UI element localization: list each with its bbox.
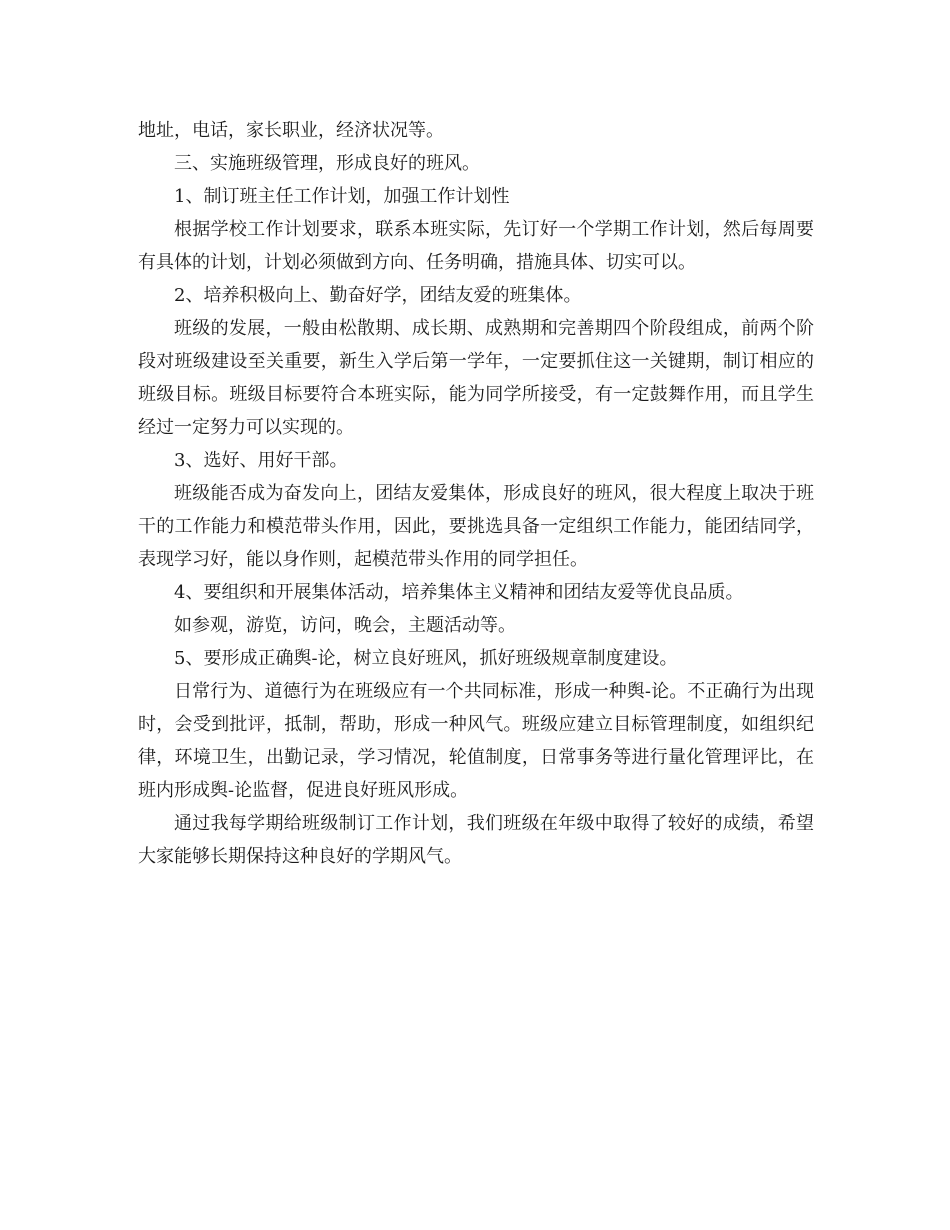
- subheading-4: 4、要组织和开展集体活动，培养集体主义精神和团结友爱等优良品质。: [174, 582, 744, 603]
- subheading-2: 2、培养积极向上、勤奋好学，团结友爱的班集体。: [174, 285, 582, 306]
- paragraph-conclusion: 通过我每学期给班级制订工作计划，我们班级在年级中取得了较好的成绩，希望大家能够长期保持这种良好的学期风气。: [138, 813, 814, 867]
- subheading-5: 5、要形成正确舆-论，树立良好班风，抓好班级规章制度建设。: [174, 648, 678, 669]
- document-body: [138, 114, 814, 873]
- paragraph-class-development: 班级的发展，一般由松散期、成长期、成熟期和完善期四个阶段组成，前两个阶段对班级建设至关重要，新生入学后第一学年，一定要抓住这一关键期，制订相应的班级目标。班级目标要符合本班实际，能为同学所接受，有一定鼓舞作用，而且学生经过一定努力可以实现的。: [138, 318, 814, 438]
- section-heading-3: 三、实施班级管理，形成良好的班风。: [174, 153, 480, 174]
- subheading-1: 1、制订班主任工作计划，加强工作计划性: [174, 186, 510, 207]
- paragraph-plan: 根据学校工作计划要求，联系本班实际，先订好一个学期工作计划，然后每周要有具体的计划，计划必须做到方向、任务明确，措施具体、切实可以。: [138, 219, 814, 273]
- paragraph-1: 地址，电话，家长职业，经济状况等。: [138, 120, 444, 141]
- paragraph-rules: 日常行为、道德行为在班级应有一个共同标准，形成一种舆-论。不正确行为出现时，会受到批评，抵制，帮助，形成一种风气。班级应建立目标管理制度，如组织纪律，环境卫生，出勤记录，学习情况，轮值制度，日常事务等进行量化管理评比，在班内形成舆-论监督，促进良好班风形成。: [138, 681, 814, 801]
- subheading-3: 3、选好、用好干部。: [174, 450, 348, 471]
- paragraph-activities: 如参观，游览，访问，晚会，主题活动等。: [174, 615, 516, 636]
- paragraph-class-cadres: 班级能否成为奋发向上，团结友爱集体，形成良好的班风，很大程度上取决于班干的工作能力和模范带头作用，因此，要挑选具备一定组织工作能力，能团结同学，表现学习好，能以身作则，起模范带头作用的同学担任。: [138, 483, 814, 570]
